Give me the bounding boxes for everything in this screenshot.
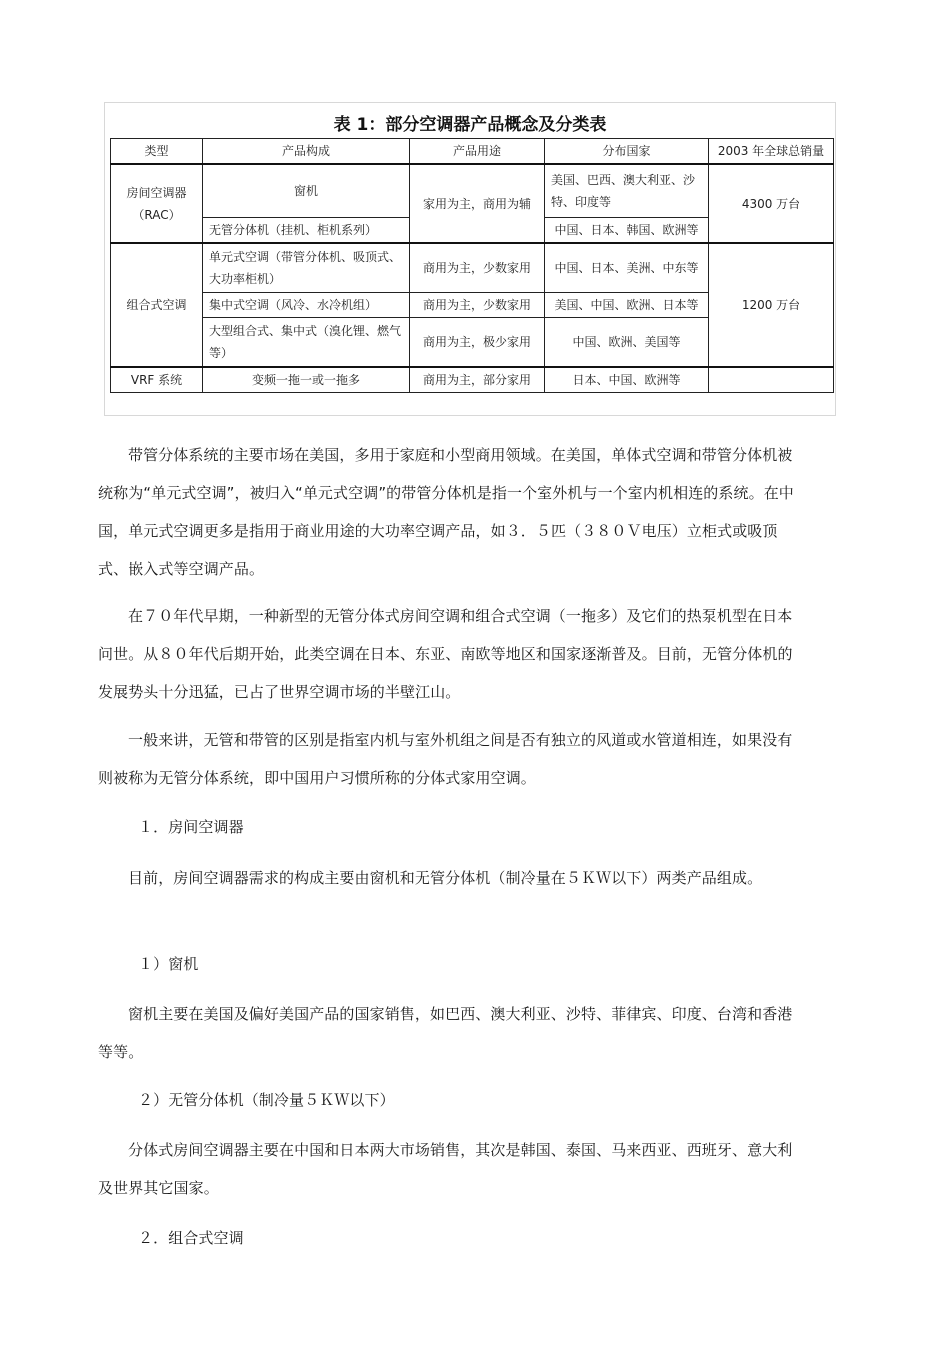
cell-combo-1-product: 单元式空调（带管分体机、吸顶式、大功率柜机）: [203, 243, 410, 293]
cell-rac-split: 无管分体机（挂机、柜机系列）: [203, 218, 410, 244]
table-row: [111, 243, 834, 293]
cell-combo-2-usage: 商用为主，少数家用: [410, 293, 545, 318]
cell-rac-usage: 家用为主，商用为辅: [410, 164, 545, 243]
cell-vrf-usage: 商用为主，部分家用: [410, 367, 545, 393]
cell-combo-1-usage: 商用为主，少数家用: [410, 243, 545, 293]
header-countries: 分布国家: [545, 139, 709, 165]
section-heading-ductless-split: ２）无管分体机（制冷量５ＫＷ以下）: [138, 1091, 395, 1109]
table-row: [111, 367, 834, 393]
cell-combo-3-country: 中国、欧洲、美国等: [545, 318, 709, 368]
paragraph-ductless-history: 在７０年代早期，一种新型的无管分体式房间空调和组合式空调（一拖多）及它们的热泵机型在日本问世。从８０年代后期开始，此类空调在日本、东亚、南欧等地区和国家逐渐普及。目前，无管分体机的发展势头十分迅猛，已占了世界空调市场的半壁江山。: [98, 607, 793, 701]
table-row: [111, 164, 834, 218]
header-product: 产品构成: [203, 139, 410, 165]
classification-table-figure: [104, 102, 836, 416]
section-heading-combined-ac: ２．组合式空调: [138, 1229, 244, 1247]
section-heading-room-ac: １．房间空调器: [138, 818, 244, 836]
cell-combo-2-product: 集中式空调（风冷、水冷机组）: [203, 293, 410, 318]
cell-rac-window: 窗机: [203, 164, 410, 218]
table-title: 表 1：部分空调器产品概念及分类表: [333, 115, 607, 135]
cell-combo-2-country: 美国、中国、欧洲、日本等: [545, 293, 709, 318]
cell-rac-sales: 4300 万台: [709, 164, 834, 243]
cell-rac-country-2: 中国、日本、韩国、欧洲等: [545, 218, 709, 244]
cell-combo-sales: 1200 万台: [709, 243, 834, 367]
cell-vrf-product: 变频一拖一或一拖多: [203, 367, 410, 393]
paragraph-window-unit: 窗机主要在美国及偏好美国产品的国家销售，如巴西、澳大利亚、沙特、菲律宾、印度、台湾和香港等等。: [98, 1005, 793, 1061]
header-usage: 产品用途: [410, 139, 545, 165]
cell-vrf-sales: [709, 367, 834, 393]
cell-vrf-country: 日本、中国、欧洲等: [545, 367, 709, 393]
paragraph-room-ac-demand: 目前，房间空调器需求的构成主要由窗机和无管分体机（制冷量在５ＫＷ以下）两类产品组成。: [128, 869, 763, 887]
cell-vrf-type: VRF 系统: [111, 367, 203, 393]
header-sales: 2003 年全球总销量: [709, 139, 834, 165]
paragraph-ducted-vs-ductless: 一般来讲，无管和带管的区别是指室内机与室外机组之间是否有独立的风道或水管道相连，如果没有则被称为无管分体系统，即中国用户习惯所称的分体式家用空调。: [98, 731, 793, 787]
cell-rac-type: 房间空调器（RAC）: [111, 164, 203, 243]
paragraph-ducted-split: 带管分体系统的主要市场在美国，多用于家庭和小型商用领域。在美国，单体式空调和带管分体机被统称为“单元式空调”，被归入“单元式空调”的带管分体机是指一个室外机与一个室内机相连的系统。在中国，单元式空调更多是指用于商业用途的大功率空调产品，如３．５匹（３８０Ｖ电压）立柜式或吸顶式、嵌入式等空调产品。: [98, 446, 794, 578]
cell-combo-type: 组合式空调: [111, 243, 203, 367]
cell-combo-1-country: 中国、日本、美洲、中东等: [545, 243, 709, 293]
table-header-row: [111, 139, 834, 165]
classification-table: [110, 138, 834, 393]
cell-rac-country-1: 美国、巴西、澳大利亚、沙特、印度等: [545, 164, 709, 218]
paragraph-ductless-split: 分体式房间空调器主要在中国和日本两大市场销售，其次是韩国、泰国、马来西亚、西班牙、意大利及世界其它国家。: [98, 1141, 793, 1197]
header-type: 类型: [111, 139, 203, 165]
cell-combo-3-usage: 商用为主，极少家用: [410, 318, 545, 368]
section-heading-window-unit: １）窗机: [138, 955, 199, 973]
cell-combo-3-product: 大型组合式、集中式（溴化锂、燃气等）: [203, 318, 410, 368]
